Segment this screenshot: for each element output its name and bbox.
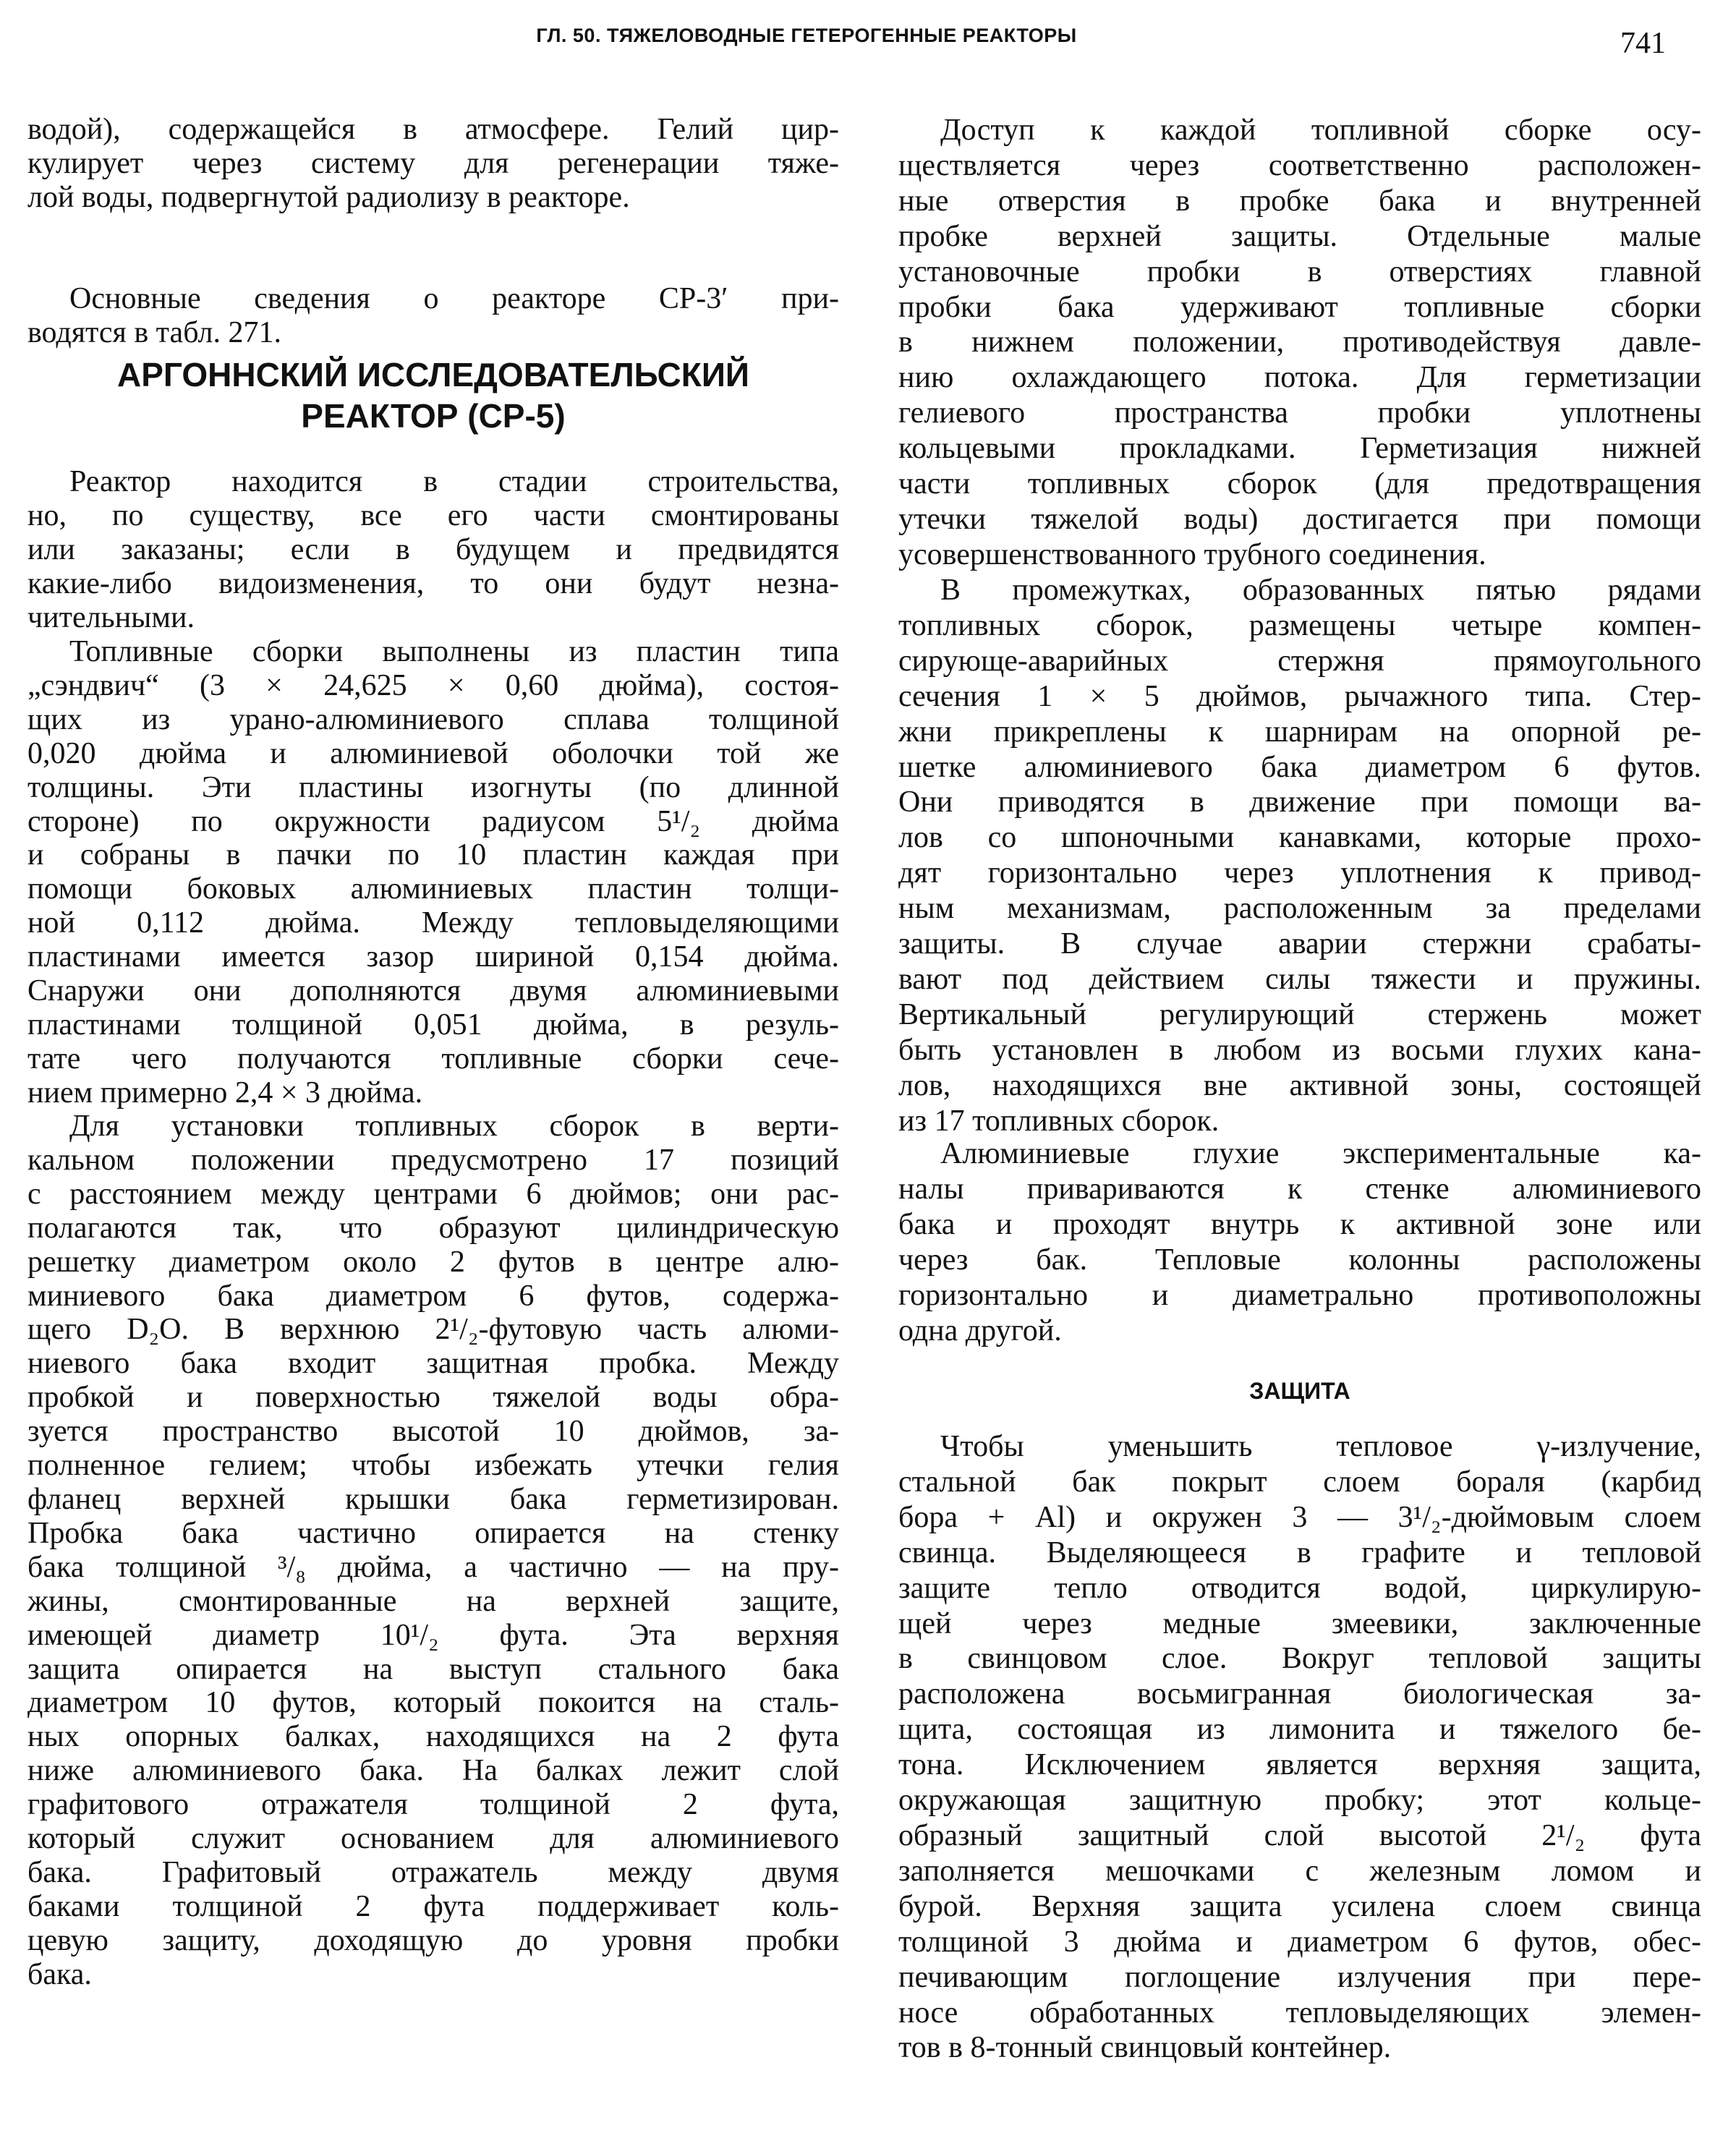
text-line: баками толщиной 2 фута поддерживает коль-	[27, 1889, 839, 1923]
text-line: фланец верхней крышки бака герметизирован.	[27, 1482, 839, 1516]
text-line: расположена восьмигранная биологическая за-	[898, 1677, 1701, 1711]
text-line: Снаружи они дополняются двумя алюминиевыми	[27, 974, 839, 1008]
text-line: кальном положении предусмотрено 17 позиций	[27, 1143, 839, 1177]
text-line: лов со шпоночными канавками, которые прохо-	[898, 821, 1701, 855]
text-line: пробкой и поверхностью тяжелой воды обра-	[27, 1381, 839, 1415]
paragraph	[898, 1136, 1701, 1348]
text-line: чительными.	[27, 600, 195, 634]
text-line: образный защитный слой высотой 2¹/₂ фута	[898, 1818, 1701, 1852]
paragraph	[898, 573, 1701, 1139]
text-line: жни прикреплены к шарнирам на опорной ре-	[898, 715, 1701, 749]
paragraph	[898, 113, 1701, 573]
text-line: усовершенствованного трубного соединения.	[898, 537, 1486, 571]
text-line: цевую защиту, доходящую до уровня пробки	[27, 1923, 839, 1957]
text-line: лов, находящихся вне активной зоны, состоящей	[898, 1068, 1701, 1102]
text-line: щей через медные змеевики, заключенные	[898, 1606, 1701, 1640]
text-line: пластинами имеется зазор шириной 0,154 дюйма.	[27, 940, 839, 974]
text-line: окружающая защитную пробку; этот кольце-	[898, 1784, 1701, 1818]
text-line: бора + Al) и окружен 3 — 3¹/₂-дюймовым слоем	[898, 1500, 1701, 1534]
text-line: утечки тяжелой воды) достигается при помощи	[898, 502, 1701, 536]
text-line: гелиевого пространства пробки уплотнены	[898, 396, 1701, 430]
text-line: но, по существу, все его части смонтированы	[27, 498, 839, 532]
text-line: полненное гелием; чтобы избежать утечки гелия	[27, 1449, 839, 1483]
text-line: ниевого бака входит защитная пробка. Между	[27, 1347, 839, 1381]
text-line: Они приводятся в движение при помощи ва-	[898, 785, 1701, 819]
text-line: носе обработанных тепловыделяющих элемен-	[898, 1996, 1701, 2030]
text-line: миниевого бака диаметром 6 футов, содержа-	[27, 1279, 839, 1313]
text-line: пробке верхней защиты. Отдельные малые	[898, 219, 1701, 253]
text-line: одна другой.	[898, 1313, 1062, 1347]
text-line: части топливных сборок (для предотвращения	[898, 467, 1701, 501]
text-line: из 17 топливных сборок.	[898, 1104, 1220, 1138]
text-line: полагаются так, что образуют цилиндрическую	[27, 1211, 839, 1245]
page-number: 741	[1620, 27, 1666, 60]
text-line: защиты. В случае аварии стержни срабаты-	[898, 927, 1701, 961]
heading-line: РЕАКТОР (СР-5)	[301, 397, 566, 435]
text-line: ных опорных балках, находящихся на 2 фута	[27, 1720, 839, 1754]
text-line: ным механизмам, расположенным за пределами	[898, 892, 1701, 926]
text-line: стороне) по окружности радиусом 5¹/₂ дюйма	[27, 804, 839, 838]
text-line: шетке алюминиевого бака диаметром 6 футов.	[898, 750, 1701, 784]
paragraph	[27, 113, 839, 215]
text-line: защита опирается на выступ стального бака	[27, 1652, 839, 1686]
text-line: Доступ к каждой топливной сборке осу-	[940, 114, 1701, 147]
text-line: Топливные сборки выполнены из пластин типа	[69, 635, 839, 668]
text-line: ниже алюминиевого бака. На балках лежит слой	[27, 1754, 839, 1788]
text-line: решетку диаметром около 2 футов в центре алю-	[27, 1245, 839, 1279]
text-line: зуется пространство высотой 10 дюймов, за-	[27, 1415, 839, 1449]
text-line: сечения 1 × 5 дюймов, рычажного типа. Стер-	[898, 679, 1701, 713]
text-line: В промежутках, образованных пятью рядами	[940, 574, 1701, 607]
text-line: или заказаны; если в будущем и предвидятся	[27, 532, 839, 566]
text-line: установочные пробки в отверстиях главной	[898, 255, 1701, 289]
text-line: нием примерно 2,4 × 3 дюйма.	[27, 1076, 423, 1110]
text-line: жины, смонтированные на верхней защите,	[27, 1584, 839, 1618]
text-line: ные отверстия в пробке бака и внутренней	[898, 184, 1701, 218]
text-line: Пробка бака частично опирается на стенку	[27, 1516, 839, 1550]
text-line: диаметром 10 футов, который покоится на сталь-	[27, 1686, 839, 1720]
text-line: быть установлен в любом из восьми глухих кана-	[898, 1033, 1701, 1067]
text-line: пластинами толщиной 0,051 дюйма, в резуль-	[27, 1008, 839, 1042]
text-line: толщиной 3 дюйма и диаметром 6 футов, обес-	[898, 1925, 1701, 1959]
paragraph	[27, 635, 839, 1110]
text-line: сирующе-аварийных стержня прямоугольного	[898, 644, 1701, 678]
text-line: налы привариваются к стенке алюминиевого	[898, 1172, 1701, 1206]
text-line: бака. Графитовый отражатель между двумя	[27, 1855, 839, 1889]
text-line: Чтобы уменьшить тепловое γ-излучение,	[940, 1430, 1701, 1463]
text-line: толщины. Эти пластины изогнуты (по длинной	[27, 770, 839, 804]
text-line: щих из урано-алюминиевого сплава толщиной	[27, 702, 839, 736]
text-line: защите тепло отводится водой, циркулирую-	[898, 1571, 1701, 1605]
text-line: топливных сборок, размещены четыре компен-	[898, 608, 1701, 642]
text-line: в нижнем положении, противодействуя давле-	[898, 325, 1701, 359]
section-heading	[27, 354, 839, 437]
text-line: стальной бак покрыт слоем бораля (карбид	[898, 1465, 1701, 1499]
text-line: с расстоянием между центрами 6 дюймов; они рас-	[27, 1177, 839, 1211]
text-line: щего D₂O. В верхнюю 2¹/₂-футовую часть алюми-	[27, 1313, 839, 1347]
text-line: ной 0,112 дюйма. Между тепловыделяющими	[27, 906, 839, 940]
paragraph	[27, 1110, 839, 1992]
text-line: помощи боковых алюминиевых пластин толщи-	[27, 872, 839, 906]
heading-line: ЗАЩИТА	[1249, 1378, 1350, 1404]
text-line: кольцевыми прокладками. Герметизация нижней	[898, 432, 1701, 466]
paragraph	[27, 465, 839, 635]
text-line: „сэндвич“ (3 × 24,625 × 0,60 дюйма), состоя-	[27, 668, 839, 702]
text-line: пробки бака удерживают топливные сборки	[898, 290, 1701, 324]
text-line: тате чего получаются топливные сборки сече-	[27, 1042, 839, 1076]
running-title: ГЛ. 50. ТЯЖЕЛОВОДНЫЕ ГЕТЕРОГЕННЫЕ РЕАКТОРЫ	[536, 25, 1077, 46]
text-line: бака толщиной ³/₈ дюйма, а частично — на пру-	[27, 1550, 839, 1584]
text-line: через бак. Тепловые колонны расположены	[898, 1243, 1701, 1277]
paragraph	[27, 282, 839, 350]
text-line: Для установки топливных сборок в верти-	[69, 1110, 839, 1143]
text-line: заполняется мешочками с железным ломом и	[898, 1854, 1701, 1888]
text-line: свинца. Выделяющееся в графите и тепловой	[898, 1536, 1701, 1570]
text-line: бурой. Верхняя защита усилена слоем свинца	[898, 1889, 1701, 1923]
text-line: Основные сведения о реакторе СР-3′ при-	[69, 282, 839, 315]
text-line: графитового отражателя толщиной 2 фута,	[27, 1788, 839, 1822]
text-line: тона. Исключением является верхняя защита,	[898, 1748, 1701, 1782]
text-line: водятся в табл. 271.	[27, 315, 281, 349]
text-line: бака и проходят внутрь к активной зоне или	[898, 1207, 1701, 1241]
text-line: какие-либо видоизменения, то они будут незна-	[27, 566, 839, 600]
text-line: бака.	[27, 1957, 92, 1991]
heading-line: АРГОННСКИЙ ИССЛЕДОВАТЕЛЬСКИЙ	[117, 356, 749, 393]
text-line: Реактор находится в стадии строительства,	[69, 465, 839, 498]
text-line: лой воды, подвергнутой радиолизу в реакторе.	[27, 180, 630, 214]
text-line: ществляется через соответственно расположен-	[898, 148, 1701, 182]
text-line: 0,020 дюйма и алюминиевой оболочки той же	[27, 736, 839, 770]
text-line: горизонтально и диаметрально противоположны	[898, 1278, 1701, 1312]
text-line: печивающим поглощение излучения при пере-	[898, 1960, 1701, 1994]
text-line: имеющей диаметр 10¹/₂ фута. Эта верхняя	[27, 1618, 839, 1652]
text-line: в свинцовом слое. Вокруг тепловой защиты	[898, 1642, 1701, 1676]
text-line: щита, состоящая из лимонита и тяжелого бе-	[898, 1713, 1701, 1747]
text-line: тов в 8-тонный свинцовый контейнер.	[898, 2031, 1392, 2065]
text-line: водой), содержащейся в атмосфере. Гелий цир-	[27, 113, 839, 146]
section-heading	[898, 1373, 1701, 1409]
text-line: вают под действием силы тяжести и пружины.	[898, 962, 1701, 996]
text-line: Вертикальный регулирующий стержень может	[898, 997, 1701, 1031]
text-line: который служит основанием для алюминиевого	[27, 1822, 839, 1856]
text-line: кулирует через систему для регенерации тяже-	[27, 146, 839, 180]
text-line: Алюминиевые глухие экспериментальные ка-	[940, 1137, 1701, 1170]
paragraph	[898, 1429, 1701, 2066]
text-line: дят горизонтально через уплотнения к привод-	[898, 856, 1701, 890]
text-line: нию охлаждающего потока. Для герметизации	[898, 361, 1701, 395]
text-line: и собраны в пачки по 10 пластин каждая при	[27, 838, 839, 872]
